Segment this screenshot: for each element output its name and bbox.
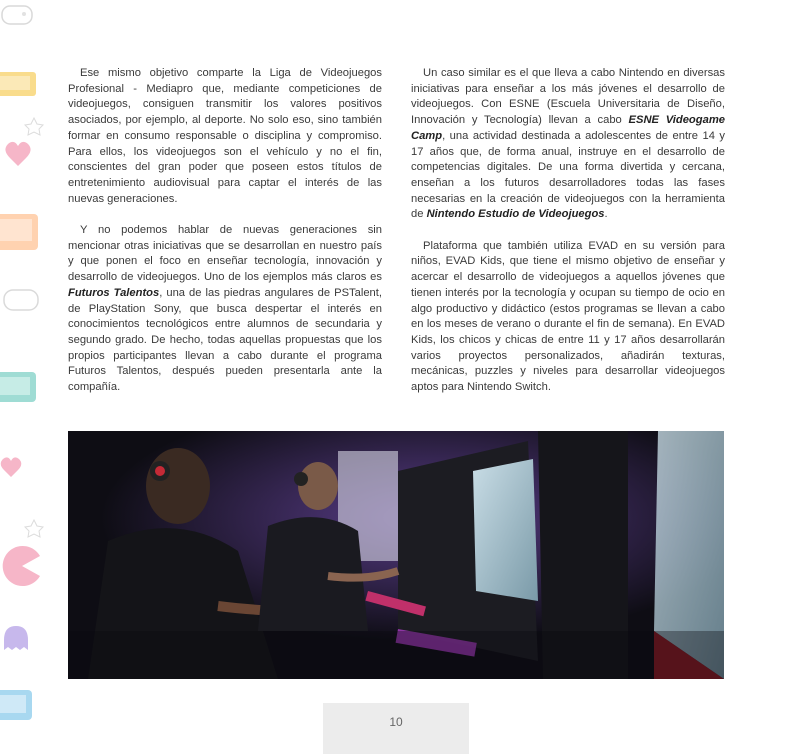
page-number-box bbox=[323, 703, 469, 754]
ghost-icon bbox=[4, 626, 28, 650]
emphasis-esne-camp: ESNE Videogame Camp bbox=[411, 114, 725, 142]
paragraph: Plataforma que también utiliza EVAD en su versión para niños, EVAD Kids, que tiene el mismo objetivo de enseñar y acercar el desarrollo de videojuegos a aquellos jóvenes que tienen interés por la tecnología y ocupan su tiempo de ocio en algo productivo y didáctico (estos programas se llevan a cabo en los meses de verano o durante el fin de semana). En EVAD Kids, los chicos y chicas de entre 11 y 17 años desarrollarán varios proyectos personalizados, añadirán texturas, mecánicas, puzzles y niveles para desarrollar videojuegos aptos para Nintendo Switch. bbox=[411, 239, 725, 394]
console-icon bbox=[0, 690, 32, 720]
heart-icon bbox=[5, 142, 30, 166]
text-run: , una actividad destinada a adolescentes de entre 14 y 17 años que, de forma anual, instruye en el desarrollo de competencias digitales. De una forma divertida y cercana, enseñan a los futuros desarrolladores todas las fases necesarias en la creación de videojuegos con la herramienta de bbox=[411, 129, 725, 221]
text-column-left bbox=[68, 66, 382, 411]
heart-icon bbox=[1, 457, 22, 477]
paragraph bbox=[68, 223, 382, 396]
gamepad-icon bbox=[2, 6, 32, 24]
decorative-border bbox=[0, 0, 48, 754]
game-doodles-pattern bbox=[0, 0, 48, 754]
text-run: . bbox=[604, 208, 608, 221]
paragraph: Ese mismo objetivo comparte la Liga de Videojuegos Profesional - Mediapro que, mediante competiciones de videojuegos, consiguen transmitir los valores positivos asociados, por ejemplo, al deporte. No solo eso, sino también formar en consumo responsable o disciplina y compromiso. Para ellos, los videojuegos son el vehículo y no el fin, conscientes del gran poder que poseen estos títulos de entretenimiento audiovisual para captar el interés de las nuevas generaciones. bbox=[68, 67, 382, 205]
pacman-icon bbox=[3, 546, 40, 586]
gamers-photo bbox=[68, 431, 724, 679]
console-icon bbox=[0, 214, 38, 250]
paragraph bbox=[411, 66, 725, 223]
text-run: Un caso similar es el que lleva a cabo Nintendo en diversas iniciativas para enseñar a los más jóvenes el desarrollo de videojuegos. Con ESNE (Escuela Universitaria de Diseño, Innovación y Tecnología) llevan a cabo bbox=[411, 67, 725, 127]
star-icon bbox=[25, 520, 43, 537]
text-run: , una de las piedras angulares de PSTalent, de PlayStation Sony, que busca despertar el interés en conocimientos tecnológicos entre alumnos de secundaria y segundo grado. De hecho, todas aquellas propuestas que los propios participantes llevan a cabo durante el programa Futuros Talentos, después pueden presentarla ante la compañía. bbox=[68, 286, 382, 394]
console-icon bbox=[0, 372, 36, 402]
page-number: 10 bbox=[389, 715, 403, 729]
console-icon bbox=[0, 72, 36, 96]
gamepad-icon bbox=[4, 290, 38, 310]
emphasis-futuros-talentos: Futuros Talentos bbox=[68, 286, 160, 299]
text-column-right bbox=[411, 66, 725, 411]
star-icon bbox=[25, 118, 43, 135]
gaming-scene-illustration bbox=[68, 431, 724, 679]
emphasis-nintendo-estudio: Nintendo Estudio de Videojuegos bbox=[426, 208, 605, 221]
text-run: Y no podemos hablar de nuevas generaciones sin mencionar otras iniciativas que se desarrollan en nuestro país y que ponen el foco en enseñar tecnología, innovación y desarrollo de videojuegos. Uno de los ejemplos más claros es bbox=[68, 224, 382, 284]
